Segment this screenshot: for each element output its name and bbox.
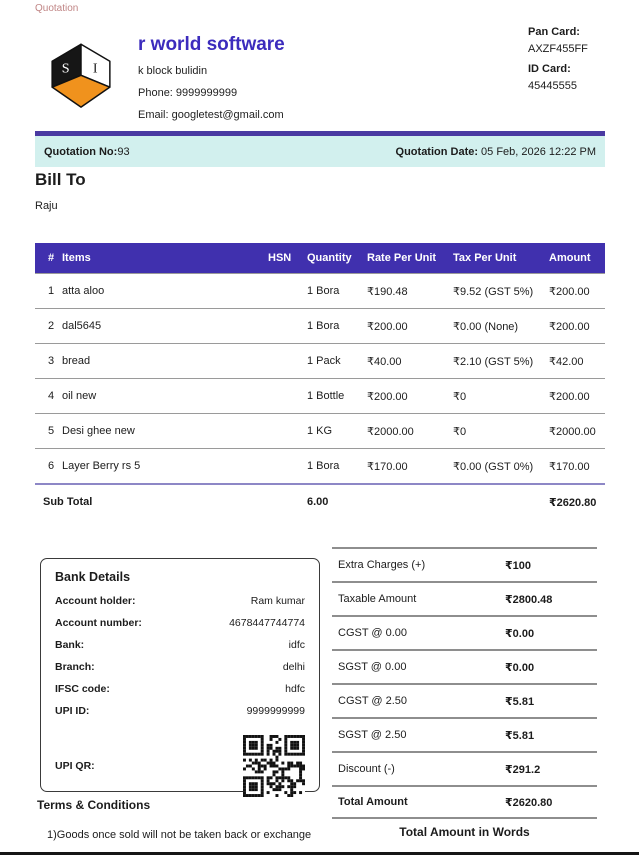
upi-qr-label: UPI QR: <box>55 760 95 772</box>
summary-value: ₹100 <box>505 559 532 572</box>
account-holder-label: Account holder: <box>55 595 136 607</box>
bank-details-box <box>40 558 320 792</box>
cell-item: atta aloo <box>62 274 268 309</box>
cell-tax: ₹0.00 (GST 0%) <box>453 449 549 485</box>
cell-hsn <box>268 414 307 449</box>
terms-title: Terms & Conditions <box>37 798 151 812</box>
cell-item: Layer Berry rs 5 <box>62 449 268 485</box>
ifsc-code-value: hdfc <box>285 683 305 695</box>
cell-rate: ₹2000.00 <box>367 414 453 449</box>
summary-row-taxable-amount <box>332 581 597 615</box>
items-table-header <box>35 243 605 274</box>
table-row <box>35 309 605 344</box>
cell-qty: 1 Bora <box>307 449 367 485</box>
charges-summary <box>332 547 597 819</box>
summary-label: SGST @ 0.00 <box>338 661 407 673</box>
col-header-amount: Amount <box>549 243 605 274</box>
pan-card-label: Pan Card: <box>528 26 580 38</box>
summary-label: SGST @ 2.50 <box>338 729 407 741</box>
bank-details-title: Bank Details <box>55 570 131 584</box>
summary-row-sgst-0 <box>332 649 597 683</box>
upi-id-label: UPI ID: <box>55 705 90 717</box>
terms-item: 1)Goods once sold will not be taken back or exchange <box>47 829 312 841</box>
summary-label: Taxable Amount <box>338 593 417 605</box>
summary-value: ₹2620.80 <box>505 796 553 809</box>
bank-row <box>55 617 305 629</box>
cell-amount: ₹200.00 <box>549 274 605 309</box>
cell-amount: ₹200.00 <box>549 379 605 414</box>
document-type-label: Quotation <box>35 3 79 14</box>
company-info <box>138 34 285 131</box>
company-phone: Phone: 9999999999 <box>138 87 238 99</box>
subtotal-amount: ₹2620.80 <box>549 484 605 519</box>
cell-rate: ₹190.48 <box>367 274 453 309</box>
summary-row-extra-charges <box>332 547 597 581</box>
col-header-hsn: HSN <box>268 243 307 274</box>
summary-value: ₹2800.48 <box>505 593 553 606</box>
summary-row-cgst-250 <box>332 683 597 717</box>
col-header-tax: Tax Per Unit <box>453 243 549 274</box>
subtotal-label: Sub Total <box>35 484 307 519</box>
cell-amount: ₹170.00 <box>549 449 605 485</box>
cell-amount: ₹200.00 <box>549 309 605 344</box>
bank-row <box>55 639 305 651</box>
col-header-items: Items <box>62 243 268 274</box>
col-header-sno: # <box>35 243 62 274</box>
summary-row-cgst-0 <box>332 615 597 649</box>
account-holder-value: Ram kumar <box>250 595 305 607</box>
summary-value: ₹0.00 <box>505 661 535 674</box>
cell-rate: ₹200.00 <box>367 309 453 344</box>
ifsc-code-label: IFSC code: <box>55 683 110 695</box>
bank-name-label: Bank: <box>55 639 85 651</box>
table-row <box>35 344 605 379</box>
company-ids <box>528 27 588 101</box>
cell-tax: ₹0 <box>453 379 549 414</box>
summary-row-sgst-250 <box>332 717 597 751</box>
quotation-date <box>396 146 596 158</box>
company-name: r world software <box>138 34 285 55</box>
cell-amount: ₹42.00 <box>549 344 605 379</box>
company-address: k block bulidin <box>138 65 208 77</box>
cell-qty: 1 KG <box>307 414 367 449</box>
total-amount-in-words-title: Total Amount in Words <box>399 825 530 839</box>
cell-hsn <box>268 344 307 379</box>
branch-label: Branch: <box>55 661 95 673</box>
summary-value: ₹5.81 <box>505 729 535 742</box>
bank-name-value: idfc <box>288 639 305 651</box>
company-email: Email: googletest@gmail.com <box>138 109 284 121</box>
cell-item: oil new <box>62 379 268 414</box>
svg-text:S: S <box>61 60 70 77</box>
upi-qr-code <box>243 735 305 797</box>
summary-label: Discount (-) <box>338 763 395 775</box>
subtotal-row <box>35 484 605 519</box>
table-row <box>35 414 605 449</box>
cell-item: dal5645 <box>62 309 268 344</box>
summary-value: ₹0.00 <box>505 627 535 640</box>
col-header-quantity: Quantity <box>307 243 367 274</box>
cell-qty: 1 Bora <box>307 309 367 344</box>
summary-label: CGST @ 0.00 <box>338 627 408 639</box>
company-logo <box>44 32 118 126</box>
cell-sno: 6 <box>35 449 62 485</box>
cell-hsn <box>268 309 307 344</box>
bank-row <box>55 595 305 607</box>
cell-sno: 1 <box>35 274 62 309</box>
cell-sno: 3 <box>35 344 62 379</box>
svg-text:I: I <box>92 60 98 77</box>
bank-row <box>55 683 305 695</box>
quotation-number <box>44 146 130 158</box>
table-row <box>35 274 605 309</box>
bank-row <box>55 661 305 673</box>
quotation-number-label: Quotation No: <box>44 145 118 158</box>
bank-row <box>55 705 305 717</box>
summary-row-total-amount <box>332 785 597 819</box>
summary-value: ₹5.81 <box>505 695 535 708</box>
cell-tax: ₹9.52 (GST 5%) <box>453 274 549 309</box>
account-number-value: 4678447744774 <box>229 617 305 629</box>
subtotal-spacer <box>367 484 549 519</box>
summary-row-discount <box>332 751 597 785</box>
summary-label: CGST @ 2.50 <box>338 695 408 707</box>
id-card-value: 45445555 <box>528 80 577 92</box>
cell-sno: 2 <box>35 309 62 344</box>
summary-value: ₹291.2 <box>505 763 541 776</box>
quotation-date-label: Quotation Date: <box>395 145 479 158</box>
col-header-rate: Rate Per Unit <box>367 243 453 274</box>
cell-tax: ₹0 <box>453 414 549 449</box>
upi-id-value: 9999999999 <box>246 705 305 717</box>
cell-amount: ₹2000.00 <box>549 414 605 449</box>
cell-sno: 4 <box>35 379 62 414</box>
cell-sno: 5 <box>35 414 62 449</box>
cell-item: bread <box>62 344 268 379</box>
summary-label: Extra Charges (+) <box>338 559 426 571</box>
summary-label: Total Amount <box>338 796 408 808</box>
table-row <box>35 449 605 485</box>
cell-hsn <box>268 274 307 309</box>
quotation-date-value: 05 Feb, 2026 12:22 PM <box>481 145 596 158</box>
cell-item: Desi ghee new <box>62 414 268 449</box>
cell-hsn <box>268 379 307 414</box>
cell-rate: ₹200.00 <box>367 379 453 414</box>
page-bottom-edge <box>0 852 639 855</box>
table-row <box>35 379 605 414</box>
quotation-number-value: 93 <box>117 145 130 158</box>
cell-rate: ₹40.00 <box>367 344 453 379</box>
branch-value: delhi <box>282 661 305 673</box>
bill-to-name: Raju <box>35 200 58 212</box>
cell-qty: 1 Bottle <box>307 379 367 414</box>
upi-qr-row <box>55 735 305 797</box>
subtotal-quantity: 6.00 <box>307 484 367 519</box>
cell-rate: ₹170.00 <box>367 449 453 485</box>
cell-tax: ₹2.10 (GST 5%) <box>453 344 549 379</box>
cell-qty: 1 Pack <box>307 344 367 379</box>
cell-tax: ₹0.00 (None) <box>453 309 549 344</box>
bill-to-title: Bill To <box>35 170 86 189</box>
id-card-label: ID Card: <box>528 63 571 75</box>
items-table <box>35 243 605 519</box>
quotation-meta-bar <box>35 136 605 167</box>
account-number-label: Account number: <box>55 617 142 629</box>
cell-hsn <box>268 449 307 485</box>
pan-card-value: AXZF455FF <box>528 43 588 55</box>
cell-qty: 1 Bora <box>307 274 367 309</box>
